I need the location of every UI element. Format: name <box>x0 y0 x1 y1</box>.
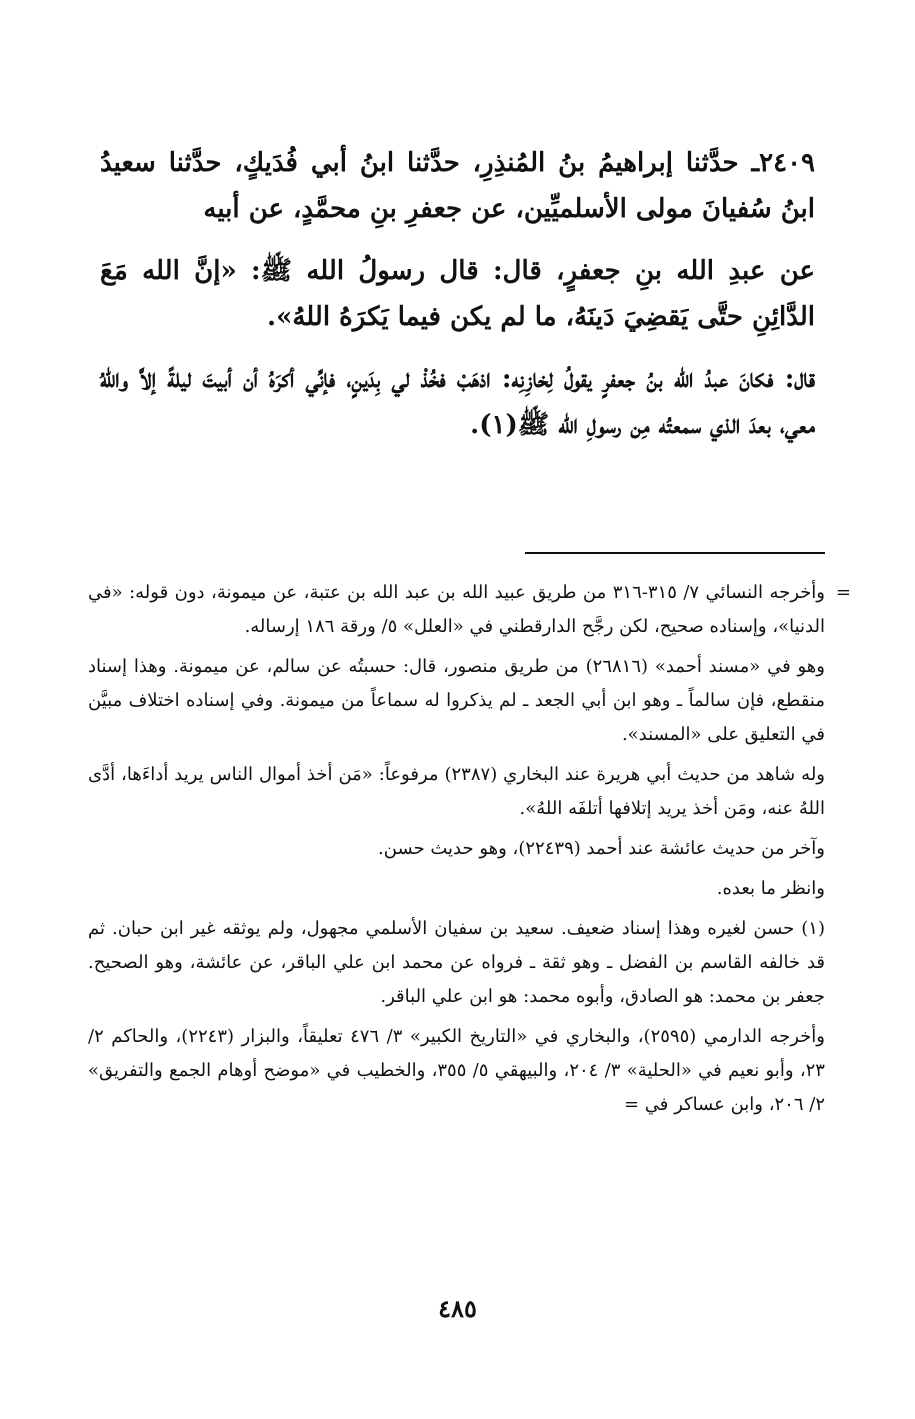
footnote-paragraph: وأخرجه النسائي ٧/ ٣١٥-٣١٦ من طريق عبيد الله بن عبد الله بن عتبة، عن ميمونة، دون قوله: «في الدنيا»، وإسناده صحيح، لكن رجَّح الدارقطني في «العلل» ٥/ ورقة ١٨٦ إرساله. <box>88 582 825 637</box>
hadith-narration-paragraph: قال: فكانَ عبدُ الله بنُ جعفرٍ يقولُ لِخازِنِه: اذهَبْ فخُذْ لي بِدَينٍ، فإنِّي أكرَهُ أن أبيتَ ليلةً إلاَّ واللهُ معي، بعدَ الذي سمعتُه مِن رسولِ الله ﷺ(١). <box>100 364 815 440</box>
page-number: ٤٨٥ <box>438 1294 477 1323</box>
footnote-paragraph: وهو في «مسند أحمد» (٢٦٨١٦) من طريق منصور، قال: حسبتُه عن سالم، عن ميمونة. وهذا إسناد منقطع، فإن سالماً ـ وهو ابن أبي الجعد ـ لم يذكروا له سماعاً من ميمونة. وفي إسناده اختلاف مبيَّن في التعليق على «المسند». <box>88 656 825 745</box>
footnote-continuation-mark: = <box>835 582 851 603</box>
footnotes <box>88 576 825 1128</box>
footnote-paragraph: وانظر ما بعده. <box>716 878 825 899</box>
hadith-text <box>100 140 815 464</box>
footnote-divider <box>525 552 825 554</box>
footnote-paragraph: وأخرجه الدارمي (٢٥٩٥)، والبخاري في «التاريخ الكبير» ٣/ ٤٧٦ تعليقاً، والبزار (٢٢٤٣)، والحاكم ٢/ ٢٣، وأبو نعيم في «الحلية» ٣/ ٢٠٤، والبيهقي ٥/ ٣٥٥، والخطيب في «موضح أوهام الجمع والتفريق» ٢/ ٢٠٦، وابن عساكر في = <box>88 1026 825 1115</box>
hadith-body-paragraph: عن عبدِ الله بنِ جعفرٍ، قال: قال رسولُ الله ﷺ: «إنَّ الله مَعَ الدَّائِنِ حتَّى يَقضِيَ دَينَهُ، ما لم يكن فيما يَكرَهُ اللهُ». <box>100 256 815 332</box>
footnote-paragraph: وآخر من حديث عائشة عند أحمد (٢٢٤٣٩)، وهو حديث حسن. <box>378 838 825 859</box>
hadith-chain-paragraph: ٢٤٠٩ـ حدَّثنا إبراهيمُ بنُ المُنذِرِ، حدَّثنا ابنُ أبي فُدَيكٍ، حدَّثنا سعيدُ ابنُ سُفيانَ مولى الأسلميِّين، عن جعفرِ بنِ محمَّدٍ، عن أبيه <box>100 148 815 224</box>
footnote-paragraph: (١) حسن لغيره وهذا إسناد ضعيف. سعيد بن سفيان الأسلمي مجهول، ولم يوثقه غير ابن حبان. ثم قد خالفه القاسم بن الفضل ـ وهو ثقة ـ فرواه عن محمد ابن علي الباقر، عن عائشة، وهو الصحيح. جعفر بن محمد: هو الصادق، وأبوه محمد: هو ابن علي الباقر. <box>88 918 825 1007</box>
footnote-paragraph: وله شاهد من حديث أبي هريرة عند البخاري (٢٣٨٧) مرفوعاً: «مَن أخذ أموال الناس يريد أداءَها، أدَّى اللهُ عنه، ومَن أخذ يريد إتلافها أتلفَه اللهُ». <box>88 764 825 819</box>
